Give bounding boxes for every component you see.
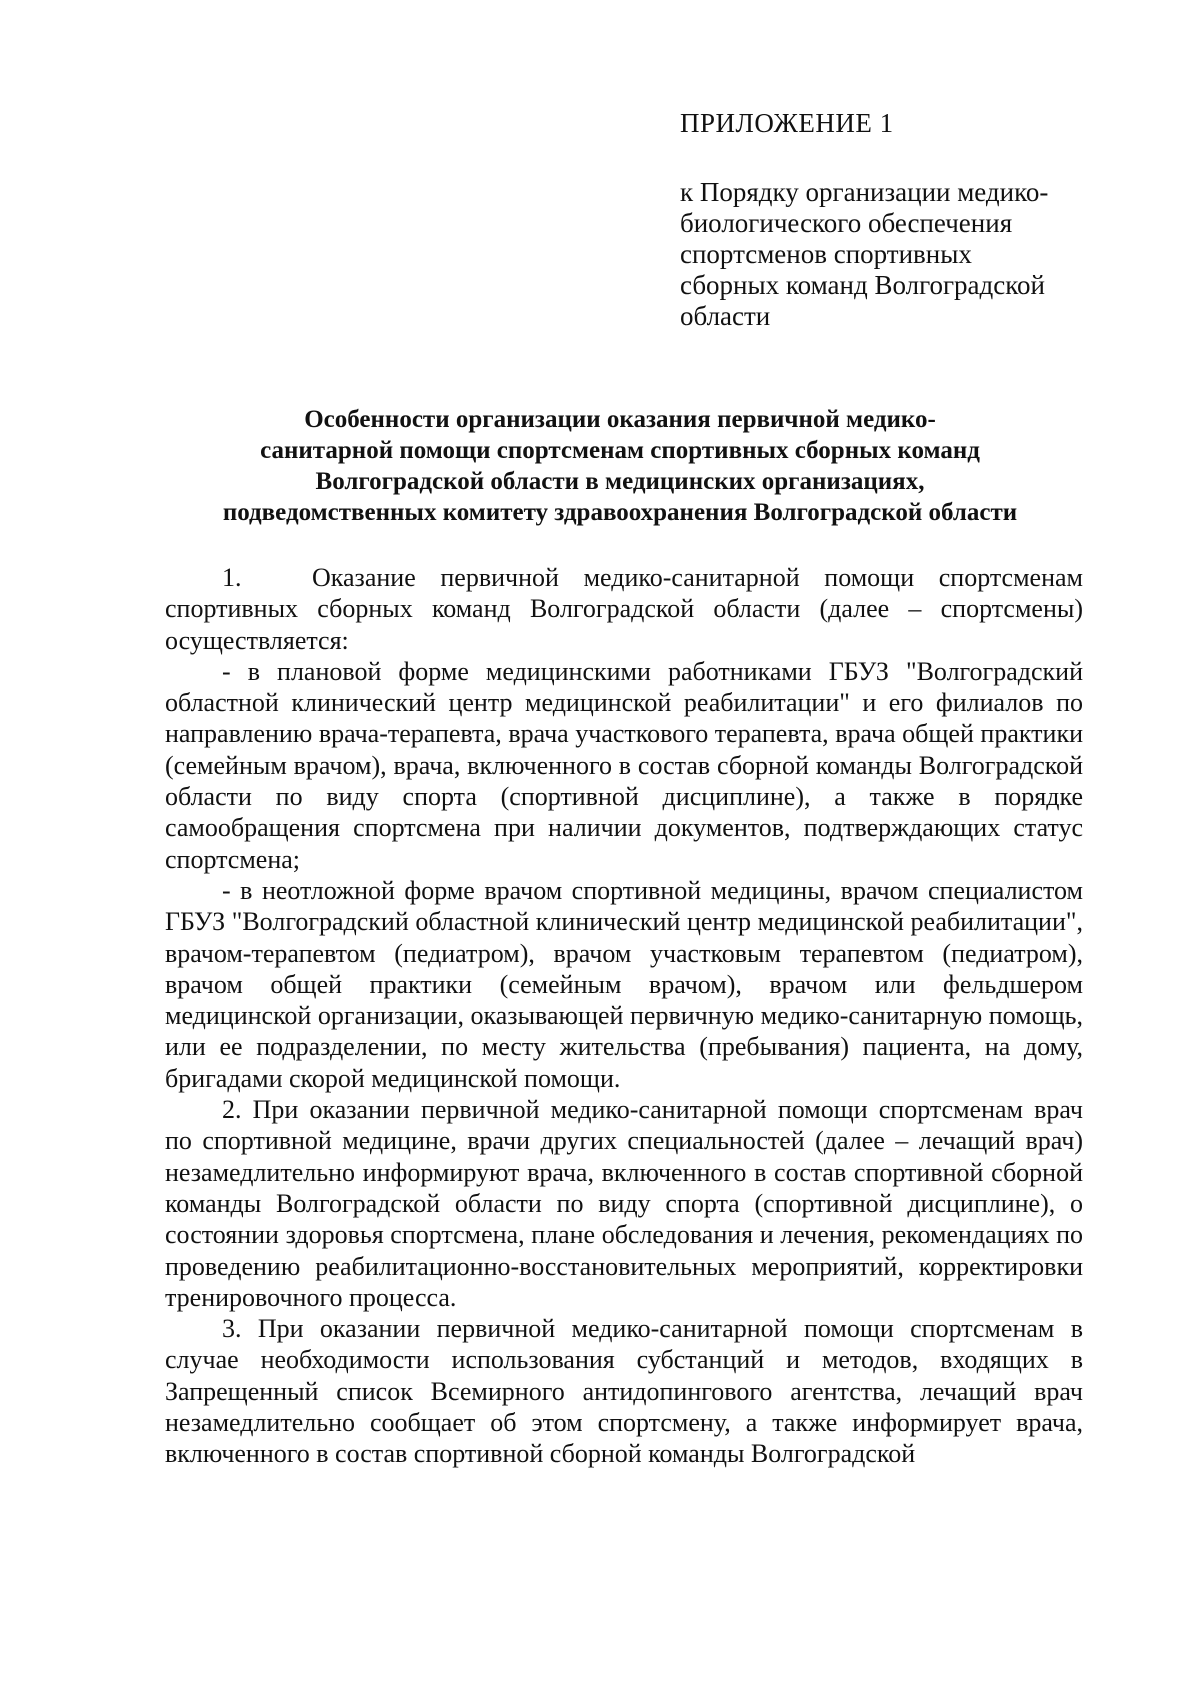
appendix-ref-line: сборных команд Волгоградской bbox=[680, 270, 1045, 300]
paragraph-1-number: 1. bbox=[222, 563, 242, 592]
appendix-ref-line: к Порядку организации медико- bbox=[680, 177, 1049, 207]
appendix-ref-line: спортсменов спортивных bbox=[680, 239, 972, 269]
document-title-line: Особенности организации оказания первичной медико- bbox=[304, 406, 936, 433]
document-title-line: санитарной помощи спортсменам спортивных сборных команд bbox=[260, 437, 980, 464]
paragraph-2: 2. При оказании первичной медико-санитарной помощи спортсменам врач по спортивной медицине, врачи других специальностей (далее – лечащий врач) незамедлительно информируют врача, включенного в состав спортивной сборной команды Волгоградской области по виду спорта (спортивной дисциплине), о состоянии здоровья спортсмена, плане обследования и лечения, рекомендациях по проведению реабилитационно-восстановительных мероприятий, корректировки тренировочного процесса. bbox=[165, 1095, 1083, 1312]
appendix-block bbox=[680, 108, 1100, 332]
document-title bbox=[150, 404, 1090, 528]
document-body bbox=[165, 562, 1083, 1470]
document-title-line: подведомственных комитету здравоохранения Волгоградской области bbox=[222, 499, 1018, 526]
document-title-line: Волгоградской области в медицинских организациях, bbox=[315, 468, 925, 495]
paragraph-1 bbox=[165, 562, 1083, 656]
paragraph-1-dash-item-urgent: - в неотложной форме врачом спортивной медицины, врачом специалистом ГБУЗ "Волгоградский областной клинический центр медицинской реабилитации", врачом-терапевтом (педиатром), врачом участковым терапевтом (педиатром), врачом общей практики (семейным врачом), врачом или фельдшером медицинской организации, оказывающей первичную медико-санитарную помощь, или ее подразделении, по месту жительства (пребывания) пациента, на дому, бригадами скорой медицинской помощи. bbox=[165, 875, 1083, 1093]
appendix-title: ПРИЛОЖЕНИЕ 1 bbox=[680, 108, 894, 138]
paragraph-1-text: Оказание первичной медико-санитарной помощи спортсменам спортивных сборных команд Волгоградской области (далее – спортсмены) осуществляется: bbox=[165, 563, 1083, 655]
appendix-reference bbox=[680, 177, 1100, 332]
appendix-ref-line: области bbox=[680, 301, 771, 331]
paragraph-1-dash-item-planned: - в плановой форме медицинскими работниками ГБУЗ "Волгоградский областной клинический центр медицинской реабилитации" и его филиалов по направлению врача-терапевта, врача участкового терапевта, врача общей практики (семейным врачом), врача, включенного в состав сборной команды Волгоградской области по виду спорта (спортивной дисциплине), а также в порядке самообращения спортсмена при наличии документов, подтверждающих статус спортсмена; bbox=[165, 656, 1083, 874]
paragraph-3: 3. При оказании первичной медико-санитарной помощи спортсменам в случае необходимости использования субстанций и методов, входящих в Запрещенный список Всемирного антидопингового агентства, лечащий врач незамедлительно сообщает об этом спортсмену, а также информирует врача, включенного в состав спортивной сборной команды Волгоградской bbox=[165, 1314, 1083, 1469]
appendix-ref-line: биологического обеспечения bbox=[680, 208, 1013, 238]
